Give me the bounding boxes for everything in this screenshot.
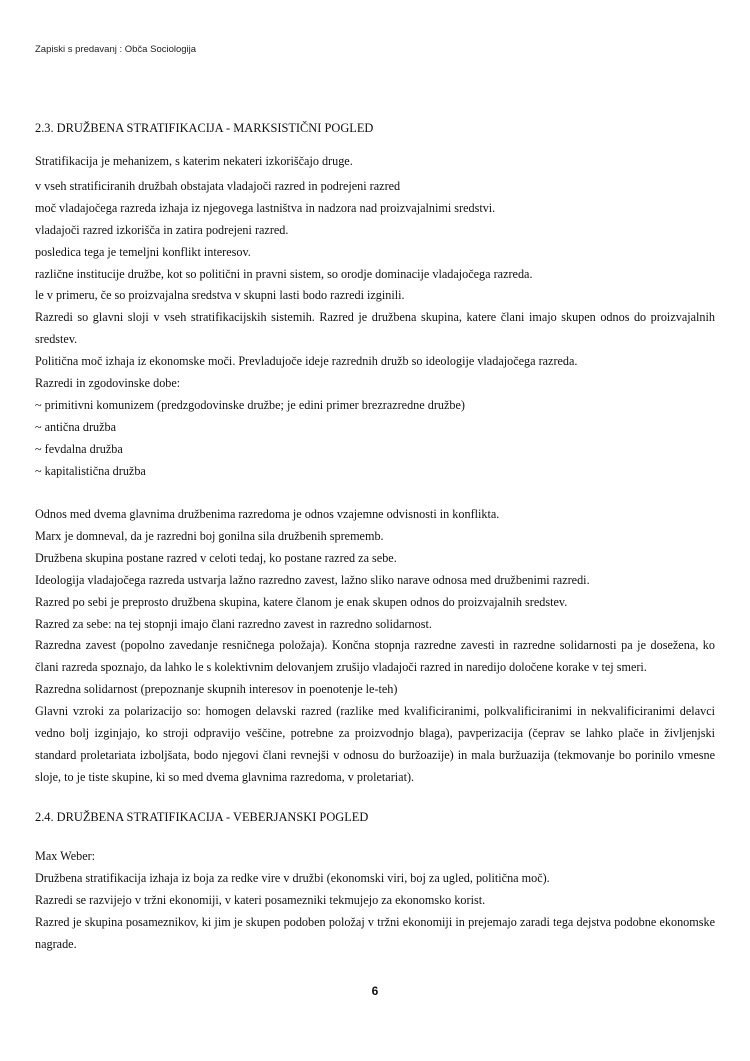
- text-line: Razredna zavest (popolno zavedanje resničnega položaja). Končna stopnja razredne zavesti in razredne solidarnosti pa je dosežena, ko člani razreda spoznajo, da lahko le s kolektivnim delovanjem zrušijo vladajoči razred in naredijo določene korake v tej smeri.: [35, 638, 715, 675]
- text-line: Stratifikacija je mehanizem, s katerim nekateri izkoriščajo druge.: [35, 154, 353, 168]
- list-item: ~ primitivni komunizem (predzgodovinske družbe; je edini primer brezrazredne družbe): [35, 397, 465, 412]
- text-line: Družbena skupina postane razred v celoti tedaj, ko postane razred za sebe.: [35, 550, 397, 565]
- text-line: Odnos med dvema glavnima družbenima razredoma je odnos vzajemne odvisnosti in konflikta.: [35, 507, 500, 521]
- text-line: Razred po sebi je preprosto družbena skupina, katere članom je enak skupen odnos do proizvajalnih sredstev.: [35, 594, 568, 609]
- marxist-paragraphs-b: [35, 504, 715, 789]
- text-line: le v primeru, če so proizvajalna sredstva v skupni lasti bodo razredi izginili.: [35, 288, 405, 303]
- text-line: vladajoči razred izkorišča in zatira podrejeni razred.: [35, 222, 289, 237]
- text-line: moč vladajočega razreda izhaja iz njegovega lastništva in nadzora nad proizvajalnimi sredstvi.: [35, 200, 496, 215]
- text-line: Politična moč izhaja iz ekonomske moči. Prevladujoče ideje razrednih družb so ideologije vladajočega razreda.: [35, 354, 578, 369]
- section-heading-weberian: 2.4. DRUŽBENA STRATIFIKACIJA - VEBERJANSKI POGLED: [35, 810, 369, 824]
- text-line: Družbena stratifikacija izhaja iz boja za redke vire v družbi (ekonomski viri, boj za ugled, politična moč).: [35, 870, 550, 885]
- text-line: Max Weber:: [35, 849, 96, 863]
- list-item: ~ antična družba: [35, 419, 117, 434]
- text-line: Razredi so glavni sloji v vseh stratifikacijskih sistemih. Razred je družbena skupina, katere člani imajo skupen odnos do proizvajalnih sredstev.: [35, 310, 715, 347]
- text-line: Razred za sebe: na tej stopnji imajo člani razredno zavest in razredno solidarnost.: [35, 616, 432, 631]
- page-number: 6: [371, 984, 379, 998]
- text-line: Marx je domneval, da je razredni boj gonilna sila družbenih sprememb.: [35, 528, 384, 543]
- text-line: Razredi in zgodovinske dobe:: [35, 376, 181, 391]
- list-item: ~ fevdalna družba: [35, 441, 123, 456]
- running-header: Zapiski s predavanj : Obča Sociologija: [35, 44, 197, 55]
- list-item: ~ kapitalistična družba: [35, 463, 146, 478]
- text-line: Ideologija vladajočega razreda ustvarja lažno razredno zavest, lažno sliko narave odnosa med družbenimi razredi.: [35, 572, 590, 587]
- marxist-paragraphs-a: [35, 151, 715, 483]
- weberian-paragraphs: [35, 846, 715, 956]
- text-line: Razredi se razvijejo v tržni ekonomiji, v kateri posamezniki tekmujejo za ekonomsko korist.: [35, 892, 486, 907]
- section-heading-marxist: 2.3. DRUŽBENA STRATIFIKACIJA - MARKSISTIČNI POGLED: [35, 121, 374, 135]
- text-line: različne institucije družbe, kot so politični in pravni sistem, so orodje dominacije vladajočega razreda.: [35, 266, 533, 281]
- text-line: Razredna solidarnost (prepoznanje skupnih interesov in poenotenje le-teh): [35, 682, 398, 697]
- text-line: v vseh stratificiranih družbah obstajata vladajoči razred in podrejeni razred: [35, 178, 401, 193]
- text-line: Glavni vzroki za polarizacijo so: homogen delavski razred (razlike med kvalificiranimi, polkvalificiranimi in nekvalificiranimi delavci vedno bolj izginjajo, ko stroji odpravijo veščine, potrebne za proizvodnjo blaga), pavperizacija (čeprav se lahko plače in življenjski standard proletariata izboljšata, bodo njegovi člani revnejši v odnosu do buržoazije) in mala buržuazija (tekmovanje bo porinilo vmesne sloje, to je tiste skupine, ki so med dvema glavnima razredoma, v proletariat).: [35, 704, 715, 784]
- text-line: Razred je skupina posameznikov, ki jim je skupen podoben položaj v tržni ekonomiji in prejemajo zaradi tega dejstva podobne ekonomske nagrade.: [35, 914, 715, 951]
- text-line: posledica tega je temeljni konflikt interesov.: [35, 244, 251, 259]
